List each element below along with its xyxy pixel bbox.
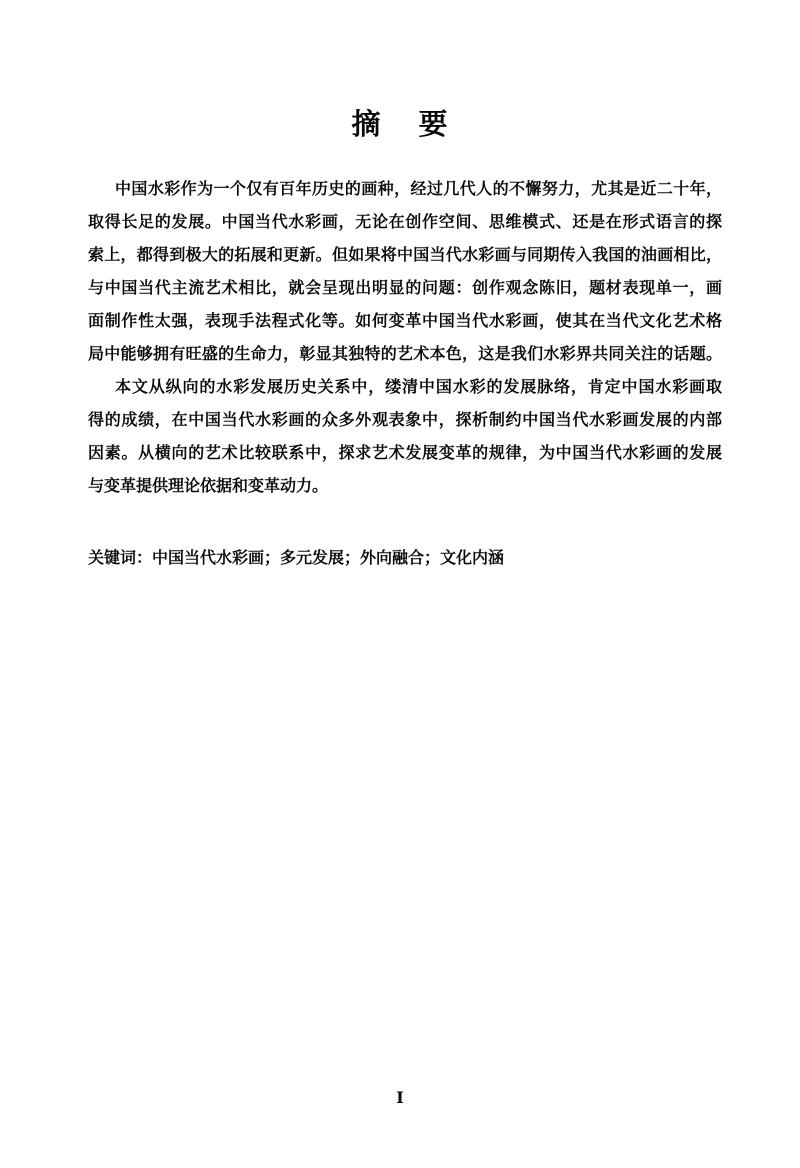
page-title: 摘 要 (351, 107, 449, 141)
paragraph-2-line-1: 本文从纵向的水彩发展历史关系中，缕清中国水彩的发展脉络，肯定中国水彩画取 (115, 377, 722, 396)
paragraph-1-line-3: 索上，都得到极大的拓展和更新。但如果将中国当代水彩画与同期传入我国的油画相比， (88, 245, 722, 264)
paragraph-1-line-1: 中国水彩作为一个仅有百年历史的画种，经过几代人的不懈努力，尤其是近二十年， (115, 179, 722, 198)
paragraph-2-line-4: 与变革提供理论依据和变革动力。 (88, 476, 329, 495)
abstract-body (88, 172, 722, 502)
keywords-line: 关键词：中国当代水彩画；多元发展；外向融合；文化内涵 (88, 548, 505, 567)
paragraph-1-line-5: 面制作性太强，表现手法程式化等。如何变革中国当代水彩画，使其在当代文化艺术格 (88, 311, 722, 330)
paragraph-1-line-4: 与中国当代主流艺术相比，就会呈现出明显的问题：创作观念陈旧，题材表现单一，画 (88, 278, 722, 297)
paragraph-2-line-3: 因素。从横向的艺术比较联系中，探求艺术发展变革的规律，为中国当代水彩画的发展 (88, 443, 722, 462)
paragraph-1-line-6: 局中能够拥有旺盛的生命力，彰显其独特的艺术本色，这是我们水彩界共同关注的话题。 (88, 344, 722, 363)
paragraph-1-line-2: 取得长足的发展。中国当代水彩画，无论在创作空间、思维模式、还是在形式语言的探 (88, 212, 722, 231)
page-number: I (396, 1088, 404, 1107)
paragraph-2-line-2: 得的成绩，在中国当代水彩画的众多外观表象中，探析制约中国当代水彩画发展的内部 (88, 410, 722, 429)
